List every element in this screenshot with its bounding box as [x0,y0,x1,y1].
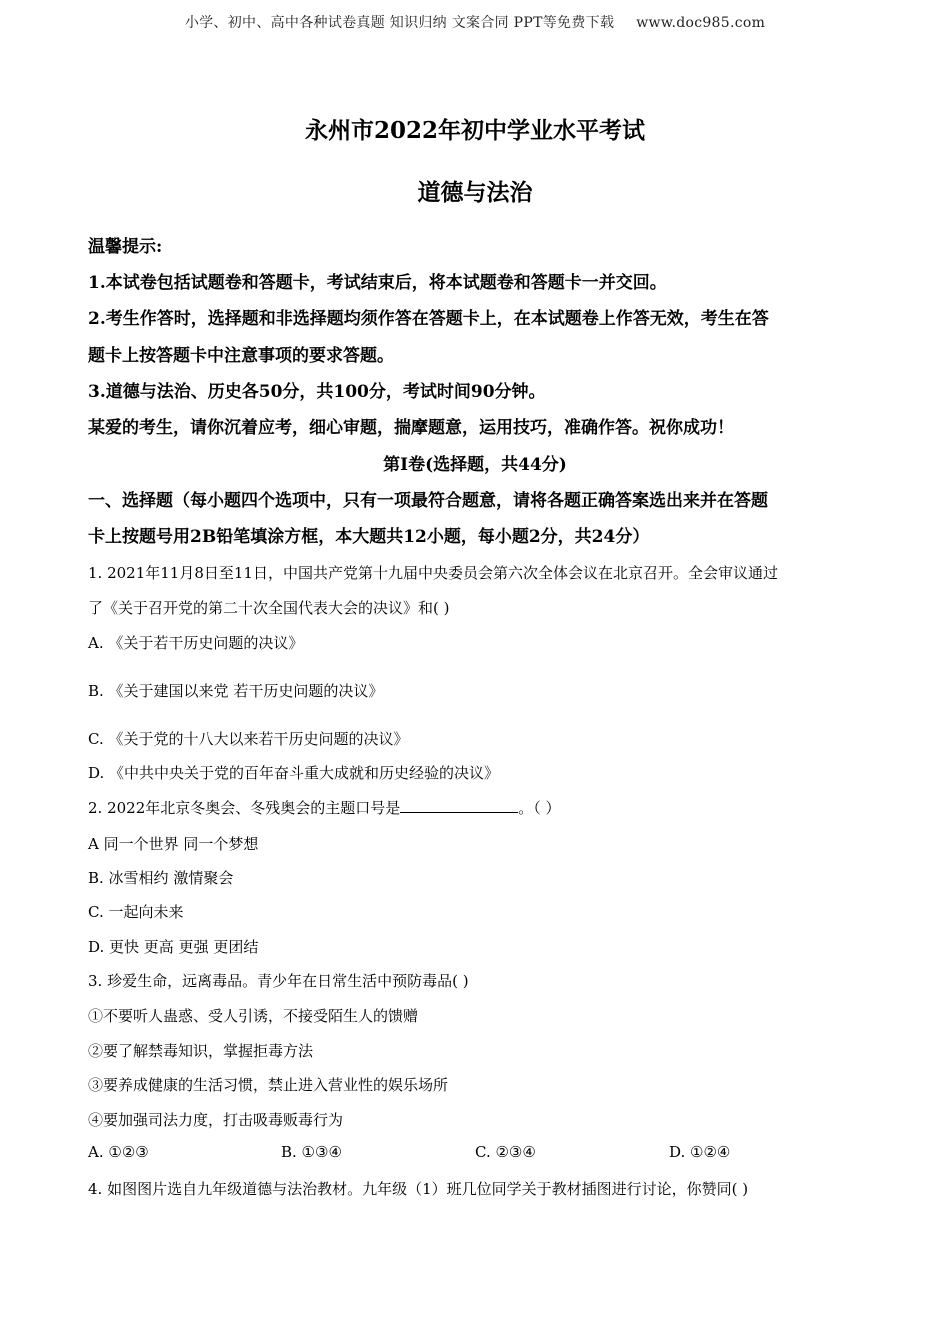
banner-url[interactable]: www.doc985.com [636,15,766,31]
q3-option-b: B. ①③④ [281,1143,342,1161]
q4-stem: 4. 如图图片选自九年级道德与法治教材。九年级（1）班几位同学关于教材插图进行讨论，你赞同( ) [88,1180,749,1198]
q3-option-d: D. ①②④ [669,1143,731,1161]
exam-title: 永州市2022年初中学业水平考试 [304,117,645,144]
banner-text: 小学、初中、高中各种试卷真题 知识归纳 文案合同 PPT等免费下载 [184,15,615,31]
q2-stem-tail: 。（ ） [518,799,561,817]
q2-stem-text: 2. 2022年北京冬奥会、冬残奥会的主题口号是 [88,799,401,817]
tips-line-2a: 2.考生作答时，选择题和非选择题均须作答在答题卡上，在本试题卷上作答无效，考生在答 [88,309,769,329]
q3-stem: 3. 珍爱生命，远离毒品。青少年在日常生活中预防毒品( ) [88,972,469,990]
section-instructions-b: 卡上按题号用2B铅笔填涂方框，本大题共12小题，每小题2分，共24分） [88,527,650,547]
tips-line-1: 1.本试卷包括试题卷和答题卡，考试结束后，将本试题卷和答题卡一并交回。 [88,273,667,293]
q1-option-b: B. 《关于建国以来党 若干历史问题的决议》 [88,682,384,700]
q1-stem-b: 了《关于召开党的第二十次全国代表大会的决议》和( ) [88,599,450,617]
q3-statement-4: ④要加强司法力度，打击吸毒贩毒行为 [88,1111,344,1129]
q2-option-a: A 同一个世界 同一个梦想 [88,835,259,853]
q2-option-d: D. 更快 更高 更强 更团结 [88,938,259,956]
q2-option-b: B. 冰雪相约 激情聚会 [88,869,234,887]
tips-line-2b: 题卡上按答题卡中注意事项的要求答题。 [88,346,394,366]
q1-option-c: C. 《关于党的十八大以来若干历史问题的决议》 [88,730,409,748]
q3-statement-3: ③要养成健康的生活习惯，禁止进入营业性的娱乐场所 [88,1076,449,1094]
section-instructions-a: 一、选择题（每小题四个选项中，只有一项最符合题意，请将各题正确答案选出来并在答题 [88,491,768,511]
q3-options [88,1143,863,1161]
tips-heading: 温馨提示: [88,237,163,257]
q3-option-c: C. ②③④ [475,1143,536,1161]
q2-option-c: C. 一起向未来 [88,903,184,921]
site-banner [0,12,950,32]
q2-stem [88,797,863,818]
q3-statement-1: ①不要听人蛊惑、受人引诱，不接受陌生人的馈赠 [88,1007,419,1025]
q1-stem-a: 1. 2021年11月8日至11日，中国共产党第十九届中央委员会第六次全体会议在北京召开。全会审议通过 [88,564,778,582]
tips-line-4: 某爱的考生，请你沉着应考，细心审题，揣摩题意，运用技巧，准确作答。祝你成功！ [88,418,734,438]
q1-option-d: D. 《中共中央关于党的百年奋斗重大成就和历史经验的决议》 [88,764,500,782]
tips-line-3: 3.道德与法治、历史各50分，共100分，考试时间90分钟。 [88,382,546,402]
q3-option-a: A. ①②③ [88,1143,149,1161]
q1-option-a: A. 《关于若干历史问题的决议》 [88,634,304,652]
answer-blank [400,798,518,813]
part1-heading: 第Ⅰ卷(选择题，共44分) [383,455,567,475]
q3-statement-2: ②要了解禁毒知识，掌握拒毒方法 [88,1042,314,1060]
exam-subject: 道德与法治 [417,179,533,206]
